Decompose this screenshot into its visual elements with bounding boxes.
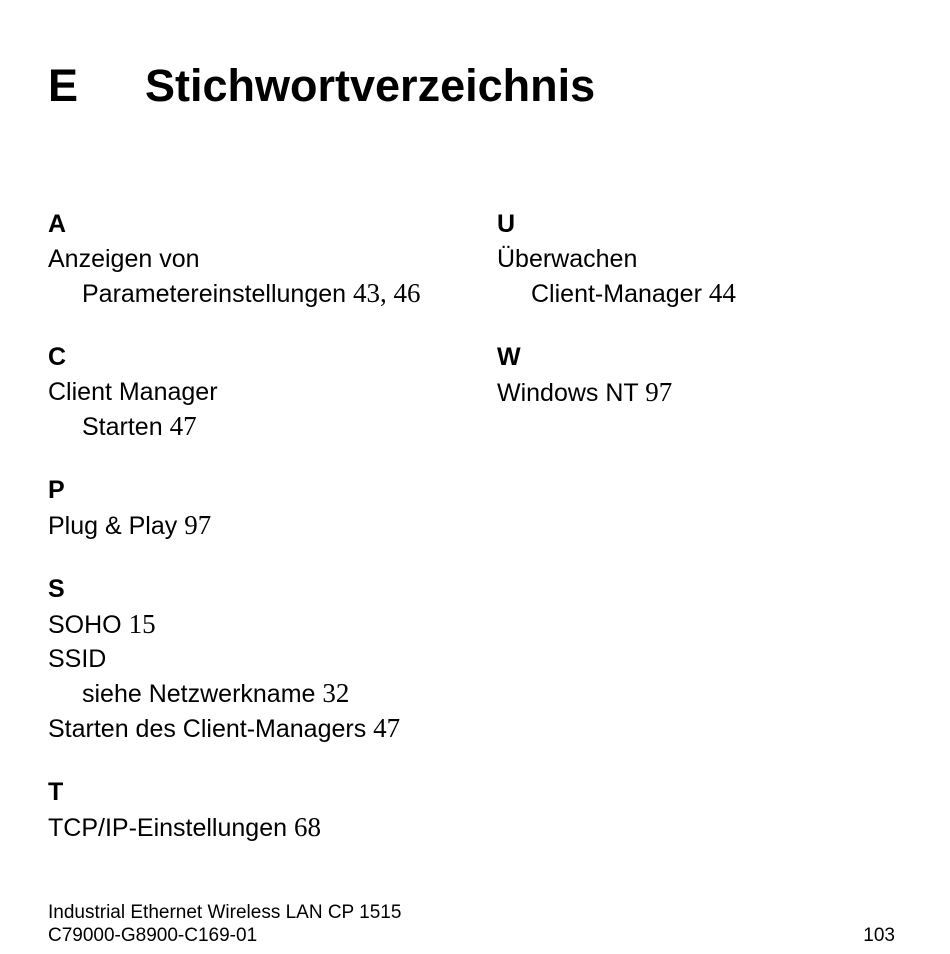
index-group bbox=[497, 341, 917, 410]
index-page-ref: 43, 46 bbox=[353, 278, 421, 308]
index-subentry bbox=[48, 409, 468, 444]
index-page-ref: 97 bbox=[184, 510, 212, 540]
index-group bbox=[48, 341, 468, 444]
index-group-letter: S bbox=[48, 575, 65, 603]
index-entry bbox=[48, 642, 468, 676]
index-page-ref: 32 bbox=[322, 678, 350, 708]
index-entry-text: Plug & Play bbox=[48, 512, 178, 540]
page-footer bbox=[48, 901, 895, 947]
index-group bbox=[48, 208, 468, 311]
index-entry bbox=[48, 242, 468, 276]
index-entry-text: SSID bbox=[48, 645, 107, 673]
page-number: 103 bbox=[863, 925, 895, 946]
index-column-left bbox=[48, 208, 468, 875]
chapter-heading bbox=[48, 58, 595, 114]
index-group-letter: P bbox=[48, 476, 65, 504]
footer-order-number: C79000-G8900-C169-01 bbox=[48, 925, 258, 946]
index-page-ref: 15 bbox=[128, 609, 156, 639]
index-entry-text: Parametereinstellungen bbox=[82, 280, 347, 308]
index-entry-text: Anzeigen von bbox=[48, 245, 200, 273]
index-page-ref: 47 bbox=[169, 411, 197, 441]
chapter-letter: E bbox=[48, 60, 79, 111]
index-entry bbox=[497, 242, 917, 276]
index-group bbox=[48, 474, 468, 543]
index-entry bbox=[48, 375, 468, 409]
chapter-title: Stichwortverzeichnis bbox=[145, 60, 596, 111]
index-entry-text: SOHO bbox=[48, 611, 122, 639]
index-group-letter: W bbox=[497, 343, 521, 371]
index-group-letter: C bbox=[48, 343, 67, 371]
index-group bbox=[48, 776, 468, 845]
index-entry-text: Überwachen bbox=[497, 245, 638, 273]
index-entry bbox=[497, 375, 917, 410]
index-group-letter: T bbox=[48, 778, 64, 806]
index-subentry bbox=[48, 676, 468, 711]
index-entry bbox=[48, 508, 468, 543]
index-subentry bbox=[48, 276, 468, 311]
index-group bbox=[497, 208, 917, 311]
index-entry-text: Windows NT bbox=[497, 379, 639, 407]
index-entry bbox=[48, 810, 468, 845]
index-page-ref: 97 bbox=[645, 377, 673, 407]
index-group bbox=[48, 573, 468, 746]
footer-product: Industrial Ethernet Wireless LAN CP 1515 bbox=[48, 902, 402, 923]
index-entry bbox=[48, 607, 468, 642]
index-group-letter: U bbox=[497, 210, 516, 238]
index-column-right bbox=[497, 208, 917, 440]
index-page-ref: 47 bbox=[373, 713, 401, 743]
index-entry-text: Starten bbox=[82, 413, 163, 441]
index-page-ref: 44 bbox=[708, 278, 736, 308]
index-page-ref: 68 bbox=[293, 812, 321, 842]
index-entry-text: siehe Netzwerkname bbox=[82, 680, 316, 708]
index-entry-text: Starten des Client-Managers bbox=[48, 715, 367, 743]
index-entry-text: TCP/IP-Einstellungen bbox=[48, 814, 288, 842]
index-entry-text: Client Manager bbox=[48, 378, 218, 406]
index-subentry bbox=[497, 276, 917, 311]
index-entry bbox=[48, 711, 468, 746]
index-group-letter: A bbox=[48, 210, 67, 238]
index-entry-text: Client-Manager bbox=[531, 280, 702, 308]
